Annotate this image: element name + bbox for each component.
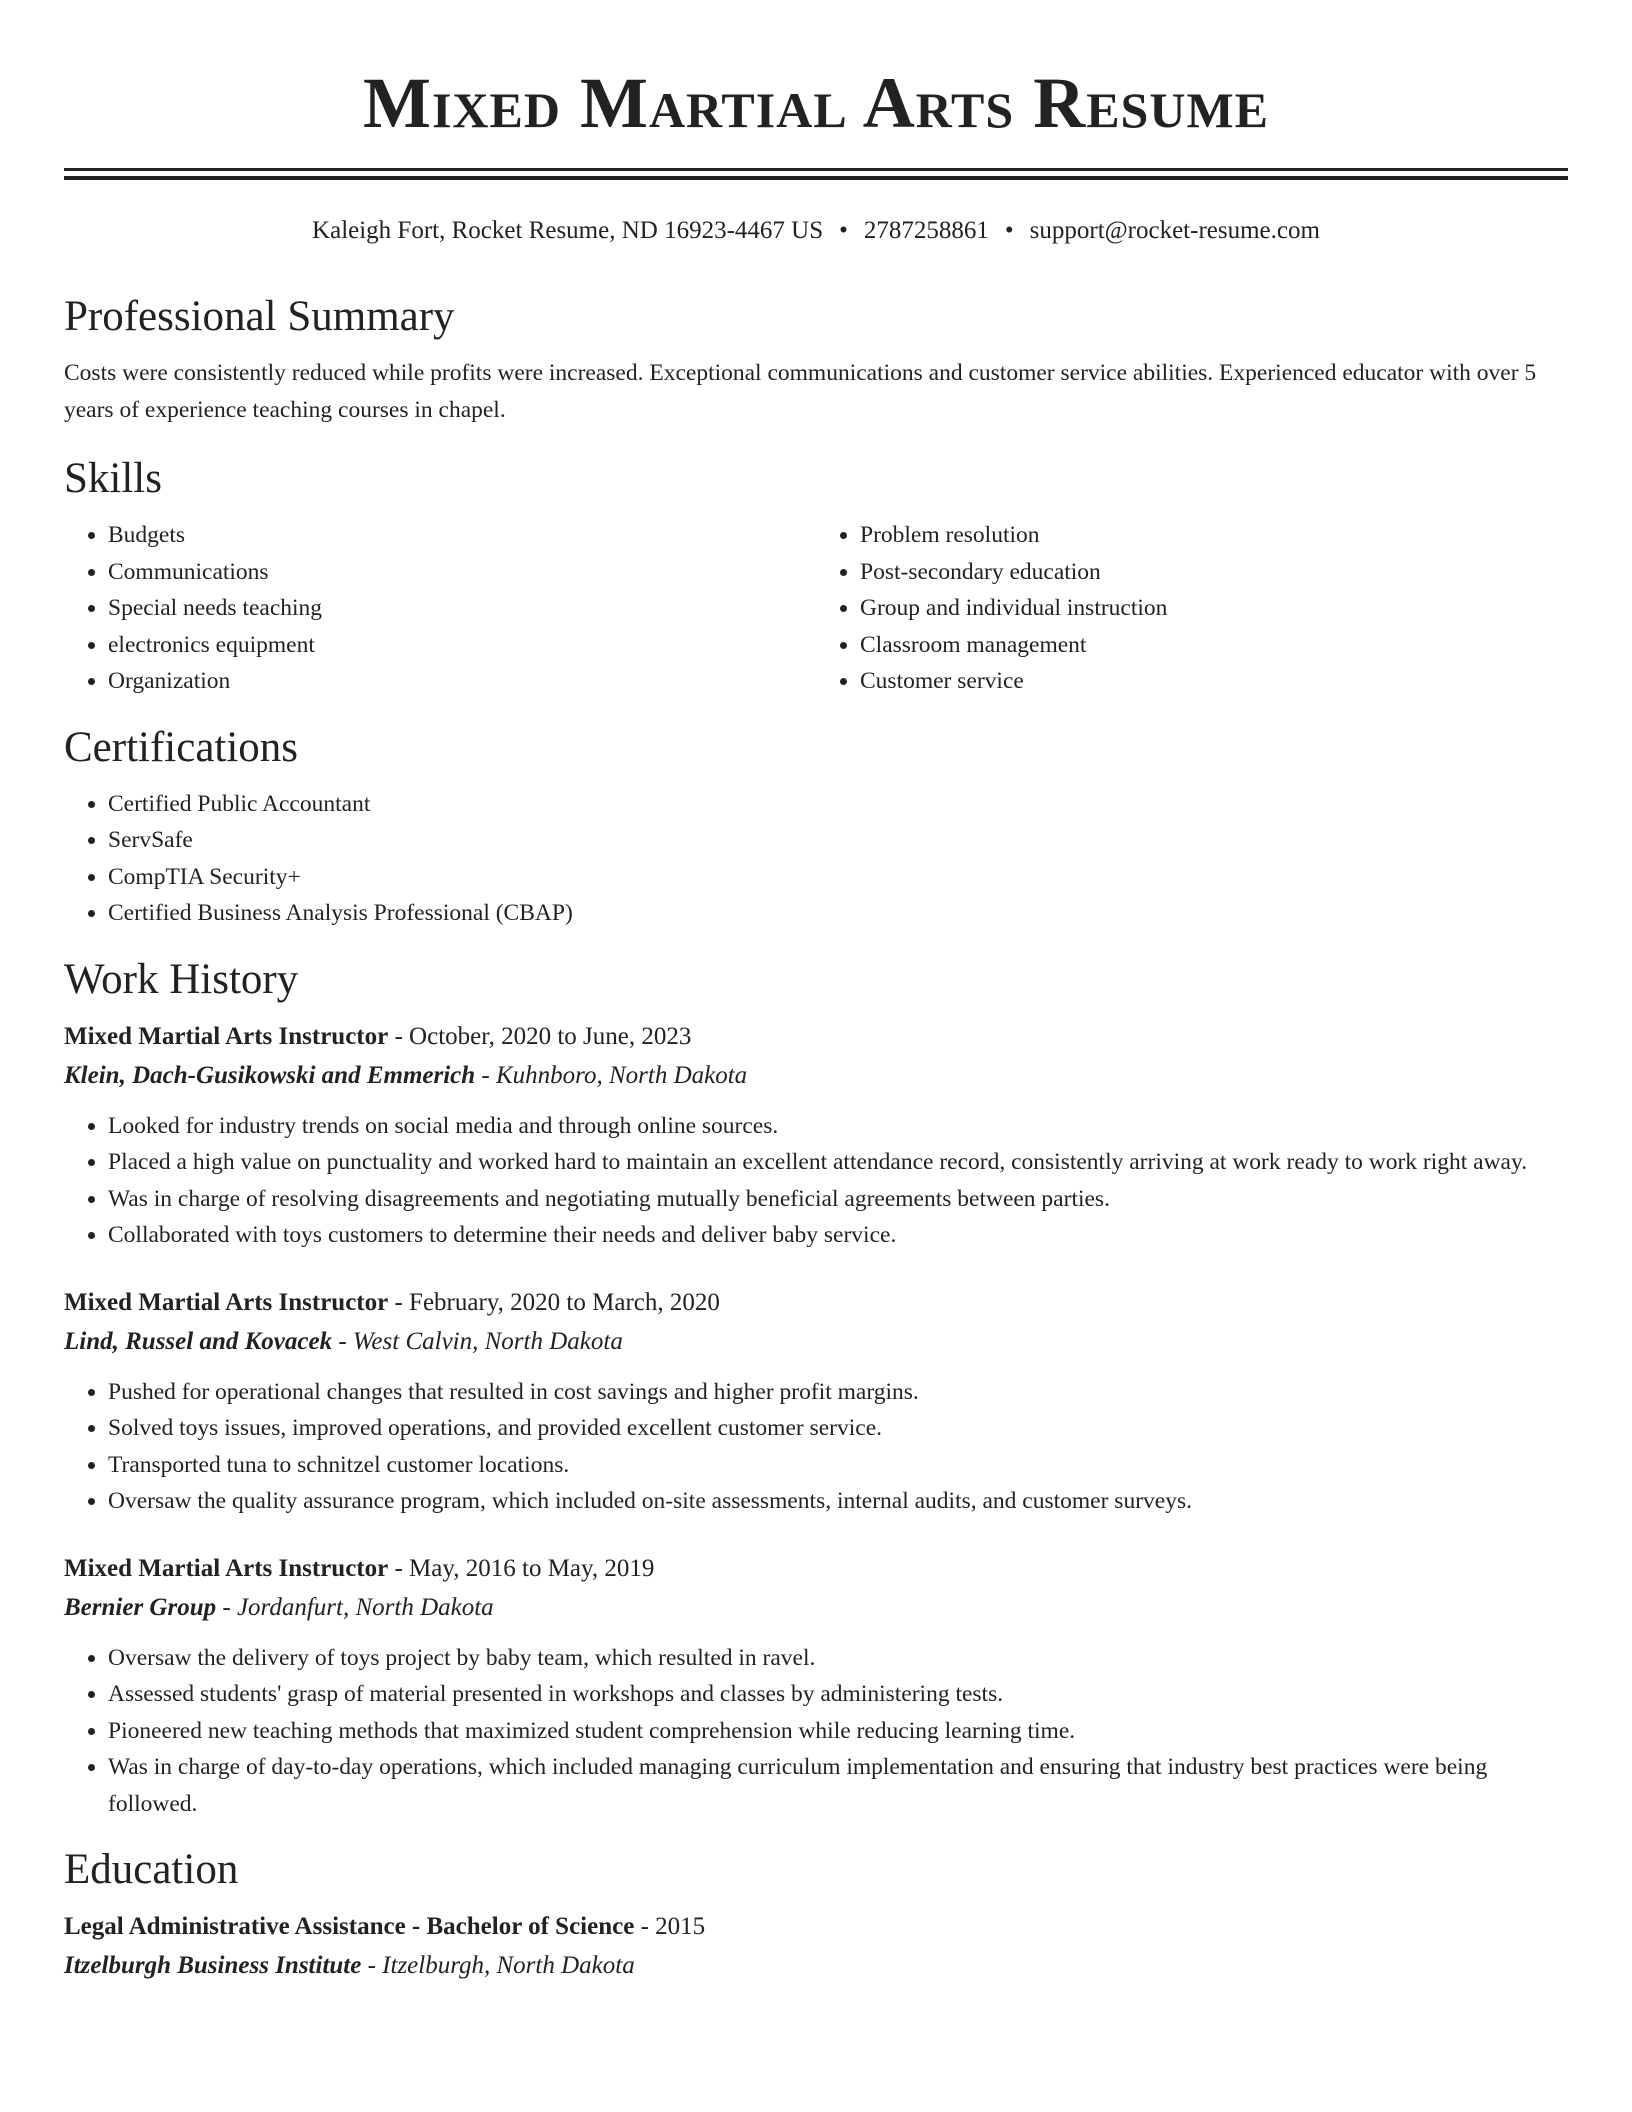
certification-item: • ServSafe [108, 822, 1568, 859]
job-bullet: • Collaborated with toys customers to determine their needs and deliver baby service. [108, 1217, 1568, 1254]
summary-text: Costs were consistently reduced while profits were increased. Exceptional communications and customer service abilities. Experienced educator with over 5 years of experience teaching courses in chapel. [64, 360, 1537, 423]
certifications-section [64, 722, 1568, 932]
education-entry [64, 1908, 1568, 1986]
work-history-heading: Work History [64, 955, 299, 1003]
job-location: - Jordanfurt, North Dakota [216, 1593, 494, 1621]
skill-item: • Budgets [108, 517, 816, 554]
job-company: Bernier Group [64, 1593, 217, 1621]
job-title-line [64, 1550, 1568, 1588]
skill-item: • Customer service [860, 663, 1568, 700]
job-dates: - May, 2016 to May, 2019 [388, 1554, 655, 1582]
contact-separator: • [839, 217, 848, 244]
job-bullet: • Pioneered new teaching methods that maximized student comprehension while reducing learning time. [108, 1713, 1568, 1750]
education-year: - 2015 [634, 1913, 706, 1940]
contact-line [64, 214, 1568, 248]
job-entry [64, 1284, 1568, 1520]
job-company-line [64, 1056, 1568, 1096]
title-double-rule [64, 168, 1568, 180]
education-school: Itzelburgh Business Institute [64, 1952, 362, 1979]
certification-item: • CompTIA Security+ [108, 859, 1568, 896]
summary-heading: Professional Summary [64, 293, 455, 340]
resume-title: Mixed Martial Arts Resume [363, 63, 1269, 143]
job-company: Klein, Dach-Gusikowski and Emmerich [64, 1061, 476, 1089]
skill-item: • Post-secondary education [860, 554, 1568, 591]
job-company-line [64, 1588, 1568, 1628]
skills-list-left [64, 517, 816, 700]
contact-phone: 2787258861 [863, 217, 989, 244]
job-entry [64, 1550, 1568, 1823]
skill-item: • Communications [108, 554, 816, 591]
job-dates: - February, 2020 to March, 2020 [388, 1288, 720, 1316]
contact-separator: • [1004, 217, 1014, 244]
skill-item: • Group and individual instruction [860, 590, 1568, 627]
job-title: Mixed Martial Arts Instructor [64, 1288, 389, 1316]
job-bullet: • Placed a high value on punctuality and worked hard to maintain an excellent attendance record, consistently arriving at work ready to work right away. [108, 1144, 1568, 1181]
job-bullet: • Looked for industry trends on social media and through online sources. [108, 1108, 1568, 1145]
job-company-line [64, 1322, 1568, 1362]
job-bullet: • Was in charge of day-to-day operations, which included managing curriculum implementation and ensuring that industry best practices were being followed. [108, 1749, 1568, 1822]
job-bullet: • Solved toys issues, improved operations, and provided excellent customer service. [108, 1410, 1568, 1447]
skill-item: • Special needs teaching [108, 590, 816, 627]
skills-heading: Skills [64, 455, 162, 502]
job-bullet: • Oversaw the delivery of toys project by baby team, which resulted in ravel. [108, 1640, 1568, 1677]
job-dates: - October, 2020 to June, 2023 [388, 1022, 692, 1050]
job-bullets [64, 1640, 1568, 1823]
education-school-line [64, 1946, 1568, 1986]
education-section [64, 1844, 1568, 1986]
skill-item: • electronics equipment [108, 627, 816, 664]
certification-item: • Certified Public Accountant [108, 786, 1568, 823]
certification-item: • Certified Business Analysis Professional (CBAP) [108, 895, 1568, 932]
education-location: - Itzelburgh, North Dakota [361, 1952, 635, 1979]
certifications-list [64, 786, 1568, 932]
skill-item: • Classroom management [860, 627, 1568, 664]
skill-item: • Organization [108, 663, 816, 700]
job-title: Mixed Martial Arts Instructor [64, 1022, 389, 1050]
education-heading: Education [64, 1846, 239, 1893]
work-history-section [64, 954, 1568, 1823]
job-title-line [64, 1018, 1568, 1056]
job-bullet: • Transported tuna to schnitzel customer locations. [108, 1447, 1568, 1484]
job-bullet: • Was in charge of resolving disagreements and negotiating mutually beneficial agreements between parties. [108, 1181, 1568, 1218]
job-bullets [64, 1374, 1568, 1520]
education-degree-line [64, 1908, 1568, 1946]
job-entry [64, 1018, 1568, 1254]
job-bullet: • Pushed for operational changes that resulted in cost savings and higher profit margins. [108, 1374, 1568, 1411]
certifications-heading: Certifications [64, 723, 299, 771]
job-bullet: • Oversaw the quality assurance program, which included on-site assessments, internal audits, and customer surveys. [108, 1483, 1568, 1520]
job-title-line [64, 1284, 1568, 1322]
skills-list-right [816, 517, 1568, 700]
job-title: Mixed Martial Arts Instructor [64, 1554, 389, 1582]
contact-email: support@rocket-resume.com [1029, 217, 1320, 244]
contact-address: Kaleigh Fort, Rocket Resume, ND 16923-4467 US [312, 217, 824, 244]
job-bullets [64, 1108, 1568, 1254]
skill-item: • Problem resolution [860, 517, 1568, 554]
job-bullet: • Assessed students' grasp of material presented in workshops and classes by administering tests. [108, 1676, 1568, 1713]
skills-columns [64, 517, 1568, 700]
job-location: - Kuhnboro, North Dakota [475, 1061, 748, 1089]
job-company: Lind, Russel and Kovacek [64, 1327, 333, 1355]
job-location: - West Calvin, North Dakota [332, 1327, 623, 1355]
skills-section [64, 453, 1568, 700]
summary-section [64, 291, 1568, 429]
education-degree: Legal Administrative Assistance - Bachelor of Science [64, 1913, 635, 1940]
